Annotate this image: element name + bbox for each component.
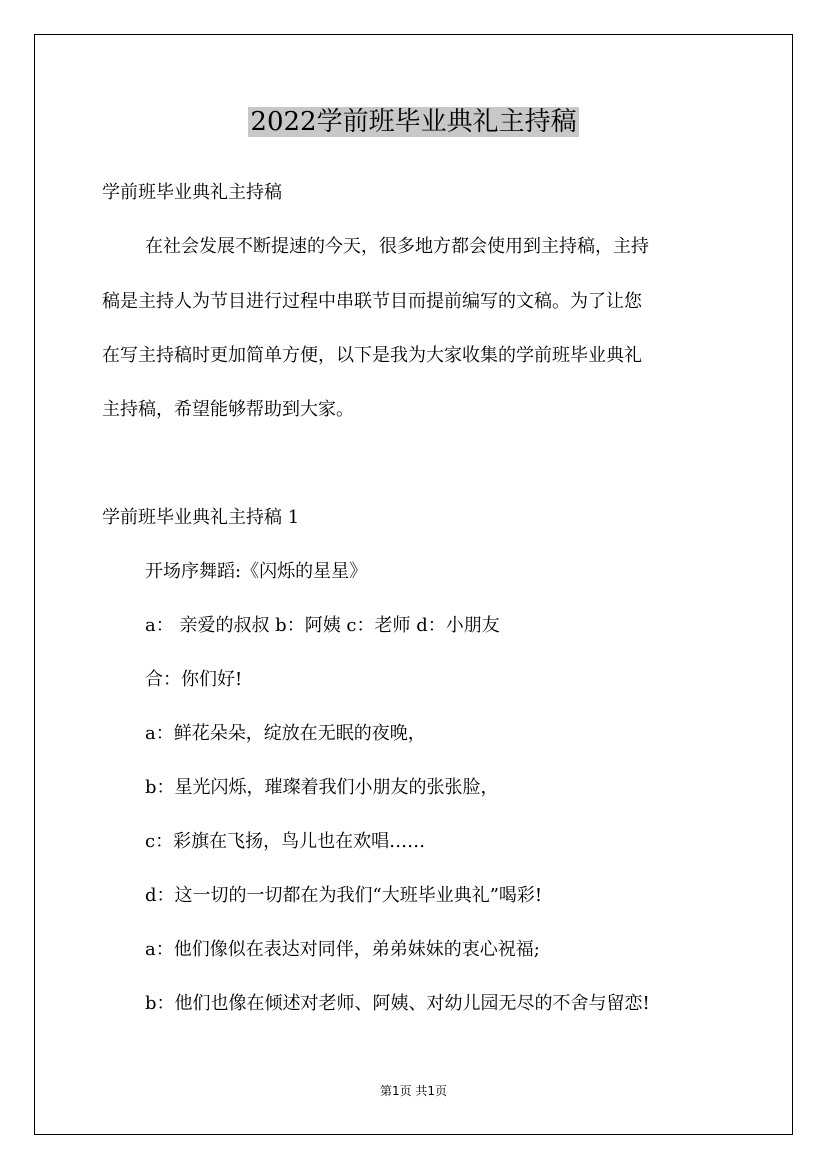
intro-line-1: 在社会发展不断提速的今天，很多地方都会使用到主持稿，主持 — [145, 236, 649, 257]
intro-line-4: 主持稿，希望能够帮助到大家。 — [102, 399, 354, 420]
page-footer: 第1页 共1页 — [379, 1084, 448, 1098]
script-line: a：鲜花朵朵，绽放在无眠的夜晚， — [145, 723, 426, 744]
script-line: a： 亲爱的叔叔 b：阿姨 c：老师 d：小朋友 — [145, 615, 500, 636]
script-line: 合：你们好! — [145, 669, 243, 690]
document-subtitle: 学前班毕业典礼主持稿 — [102, 182, 282, 203]
section-heading: 学前班毕业典礼主持稿 1 — [102, 507, 300, 528]
intro-line-3: 在写主持稿时更加简单方便，以下是我为大家收集的学前班毕业典礼 — [102, 345, 642, 366]
script-line: b：他们也像在倾述对老师、阿姨、对幼儿园无尽的不舍与留恋! — [145, 993, 650, 1014]
script-line: c：彩旗在飞扬，鸟儿也在欢唱…… — [145, 831, 426, 852]
document-title — [0, 101, 827, 143]
script-line: d：这一切的一切都在为我们“大班毕业典礼”喝彩! — [145, 885, 543, 906]
script-line: a：他们像似在表达对同伴，弟弟妹妹的衷心祝福; — [145, 939, 540, 960]
intro-line-2: 稿是主持人为节目进行过程中串联节目而提前编写的文稿。为了让您 — [102, 291, 642, 312]
document-title-text: 2022学前班毕业典礼主持稿 — [250, 107, 577, 137]
script-line: 开场序舞蹈:《闪烁的星星》 — [145, 561, 368, 582]
script-line: b：星光闪烁，璀璨着我们小朋友的张张脸， — [145, 777, 499, 798]
